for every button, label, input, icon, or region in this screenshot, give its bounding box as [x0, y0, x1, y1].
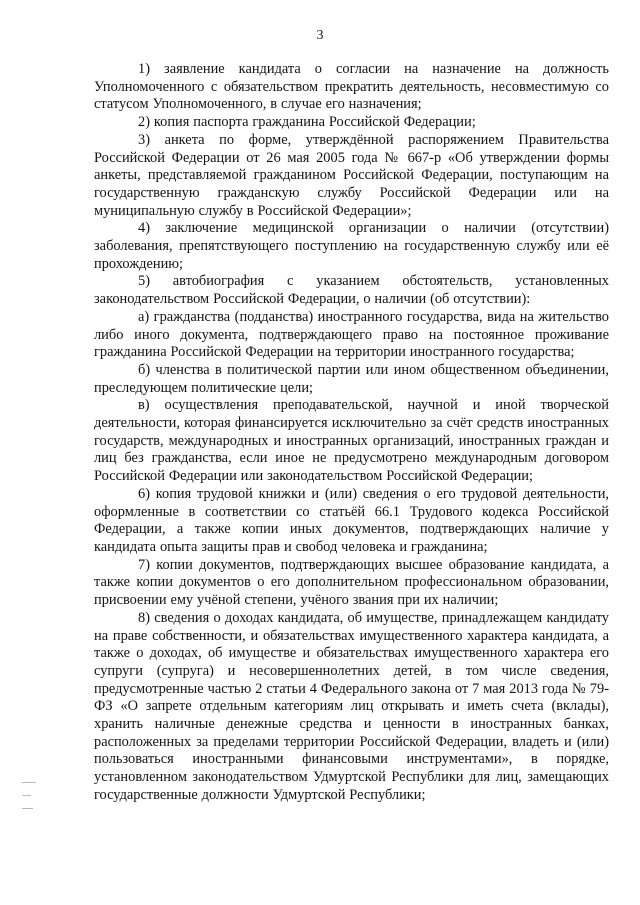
scan-artifact-mark [22, 795, 31, 796]
paragraph-subitem-b: б) членства в политической партии или ином общественном объединении, преследующем политические цели; [94, 361, 609, 396]
paragraph-subitem-v: в) осуществления преподавательской, научной и иной творческой деятельности, которая финансируется исключительно за счёт средств иностранных государств, международных и иностранных организаций, иностранных граждан и лиц без гражданства, если иное не предусмотрено международным договором Российской Федерации или законодательством Российской Федерации; [94, 397, 609, 485]
paragraph-item-6: 6) копия трудовой книжки и (или) сведения о его трудовой деятельности, оформленные в соответствии со статьёй 66.1 Трудового кодекса Российской Федерации, а также копии иных документов, подтверждающих наличие у кандидата опыта защиты прав и свобод человека и гражданина; [94, 485, 609, 555]
paragraph-item-2: 2) копия паспорта гражданина Российской Федерации; [138, 114, 476, 131]
paragraph-item-7: 7) копии документов, подтверждающих высшее образование кандидата, а также копии документов о его дополнительном профессиональном образовании, присвоении ему учёной степени, учёного звания при их наличии; [94, 556, 609, 609]
scan-artifact-mark [22, 808, 33, 809]
scan-artifact-mark [22, 782, 36, 783]
paragraph-item-4: 4) заключение медицинской организации о наличии (отсутствии) заболевания, препятствующего поступлению на государственную службу или её прохождению; [94, 220, 609, 272]
paragraph-subitem-a: а) гражданства (подданства) иностранного государства, вида на жительство либо иного документа, подтверждающего право на постоянное проживание гражданина Российской Федерации на территории иностранного государства; [94, 308, 609, 361]
paragraph-item-5: 5) автобиография с указанием обстоятельств, установленных законодательством Российской Федерации, о наличии (об отсутствии): [94, 273, 609, 308]
paragraph-item-1: 1) заявление кандидата о согласии на назначение на должность Уполномоченного с обязательством прекратить деятельность, несовместимую со статусом Уполномоченного, в случае его назначения; [94, 61, 609, 113]
page-number: 3 [316, 28, 324, 43]
paragraph-item-8: 8) сведения о доходах кандидата, об имуществе, принадлежащем кандидату на праве собственности, и обязательствах имущественного характера кандидата, а также о доходах, об имуществе и обязательствах имущественного характера его супруги (супруга) и несовершеннолетних детей, в том числе сведения, предусмотренные частью 2 статьи 4 Федерального закона от 7 мая 2013 года № 79-ФЗ «О запрете отдельным категориям лиц открывать и иметь счета (вклады), хранить наличные денежные средства и ценности в иностранных банках, расположенных за пределами территории Российской Федерации, владеть и (или) пользоваться иностранными финансовыми инструментами», в порядке, установленном законодательством Удмуртской Республики для лиц, замещающих государственные должности Удмуртской Республики; [94, 609, 609, 803]
paragraph-item-3: 3) анкета по форме, утверждённой распоряжением Правительства Российской Федерации от 26 мая 2005 года № 667-р «Об утверждении формы анкеты, представляемой гражданином Российской Федерации, поступающим на государственную гражданскую службу Российской Федерации или на муниципальную службу в Российской Федерации»; [94, 131, 609, 219]
document-body [94, 61, 609, 805]
